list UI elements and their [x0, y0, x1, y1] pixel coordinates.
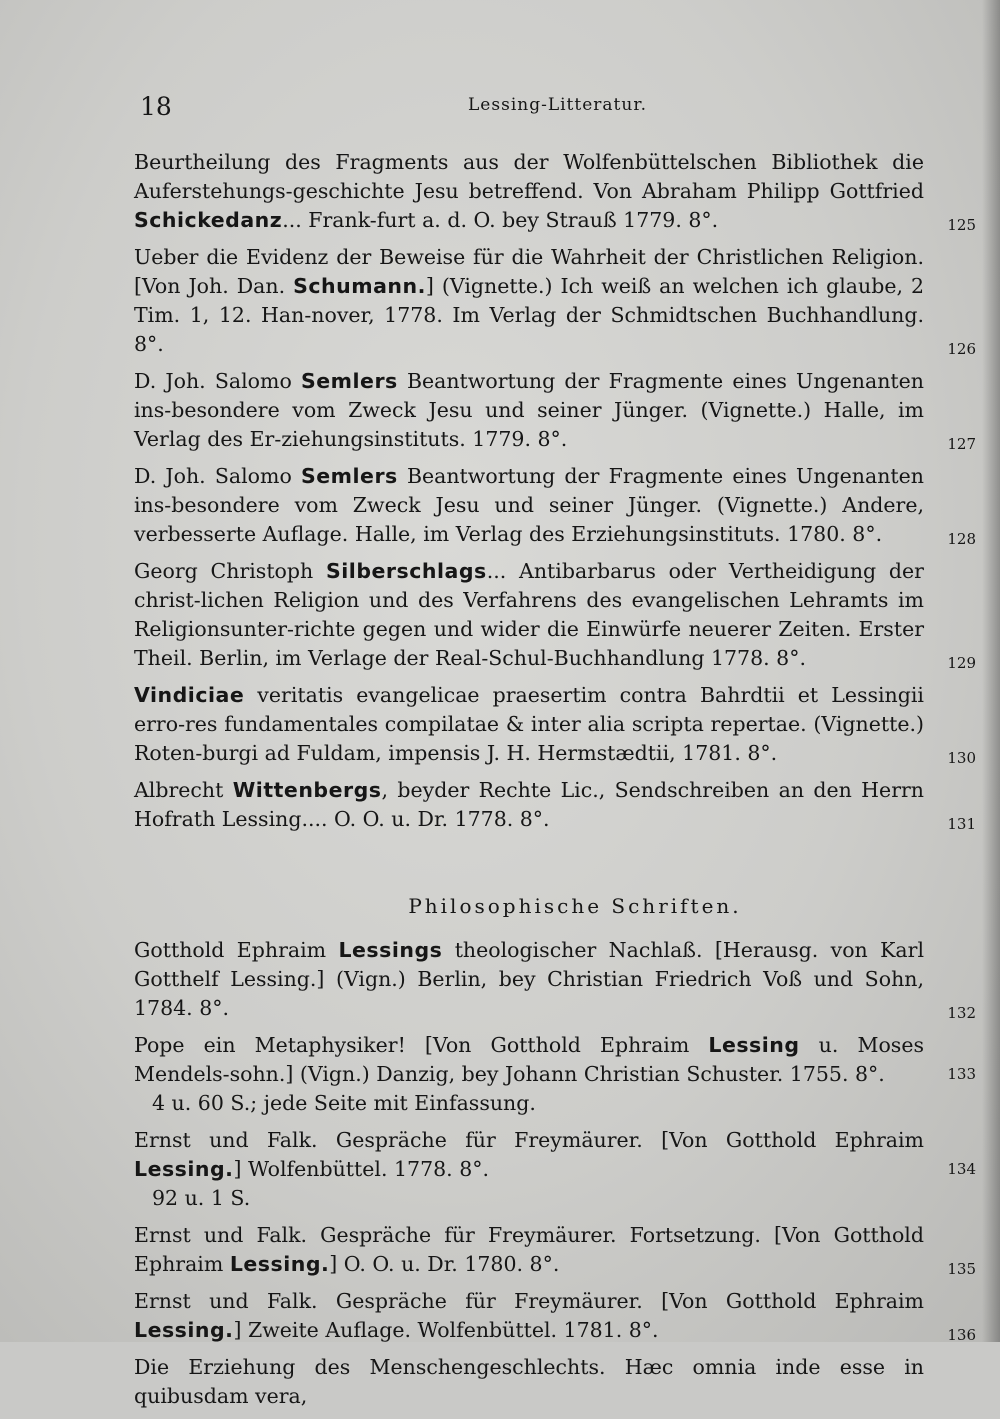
- entry-text-post: ] Zweite Auflage. Wolfenbüttel. 1781. 8°.: [233, 1318, 659, 1342]
- author-name: Semlers: [300, 369, 398, 393]
- entry-text-pre: Ueber die Evidenz der Beweise für die Wahrheit der Christlichen Religion. [Von Joh. Dan.: [134, 245, 924, 298]
- entry-number: 132: [947, 1004, 976, 1022]
- entry-number: 126: [947, 340, 976, 358]
- bibliography-entry: [134, 367, 976, 454]
- author-name: Vindiciae: [134, 683, 245, 707]
- author-name: Lessing: [708, 1033, 800, 1057]
- entry-text-post: ... Frank-furt a. d. O. bey Strauß 1779. 8°.: [282, 208, 719, 232]
- author-name: Lessing.: [134, 1157, 234, 1181]
- entry-text: [134, 243, 976, 359]
- entry-number: 128: [947, 530, 976, 548]
- entry-text-pre: Georg Christoph: [134, 559, 327, 583]
- entry-text-post: theologischer Nachlaß. [Herausg. von Karl Gotthelf Lessing.] (Vign.) Berlin, bey Christian Friedrich Voß und Sohn, 1784. 8°.: [134, 938, 924, 1020]
- entry-note: 4 u. 60 S.; jede Seite mit Einfassung.: [152, 1091, 536, 1115]
- entry-text-post: u. Moses Mendels-sohn.] (Vign.) Danzig, bey Johann Christian Schuster. 1755. 8°.: [134, 1033, 924, 1086]
- entry-text-pre: Pope ein Metaphysiker! [Von Gotthold Ephraim: [134, 1033, 709, 1057]
- entry-text-pre: Albrecht: [134, 778, 233, 802]
- author-name: Semlers: [300, 464, 398, 488]
- bibliography-entry: [134, 1287, 976, 1345]
- entry-text: [134, 1287, 976, 1345]
- bibliography-entry: [134, 776, 976, 834]
- entry-text-post: ] Wolfenbüttel. 1778. 8°.: [233, 1157, 490, 1181]
- section-heading: Philosophische Schriften.: [408, 894, 742, 918]
- bibliography-entry: [134, 243, 976, 359]
- entry-number: 135: [947, 1260, 976, 1278]
- entry-number: 129: [947, 654, 976, 672]
- entry-text: [134, 1221, 976, 1279]
- bibliography-entry: [134, 148, 976, 235]
- bibliography-entry: [134, 1221, 976, 1279]
- entry-number: 131: [947, 815, 976, 833]
- bibliography-entry: [134, 462, 976, 549]
- entry-text: [134, 1126, 976, 1184]
- author-name: Silberschlags: [326, 559, 487, 583]
- bibliography-entry: [134, 1353, 976, 1411]
- entry-text-pre: Gotthold Ephraim: [134, 938, 339, 962]
- entry-text: [134, 462, 976, 549]
- entry-text: [134, 936, 976, 1023]
- author-name: Lessing.: [134, 1318, 234, 1342]
- entry-text-post: ... Antibarbarus oder Vertheidigung der christ-lichen Religion und des Verfahrens des evangelischen Lehramts im Religionsunter-richte gegen und wider die Einwürfe neuerer Zeiten. Erster Theil. Berlin, im Verlage der Real-Schul-Buchhandlung 1778. 8°.: [134, 559, 924, 670]
- running-title: Lessing-Litteratur.: [468, 95, 647, 115]
- bibliography-entry: [134, 557, 976, 673]
- page-edge-shadow: [982, 0, 1000, 1342]
- entry-number: 127: [947, 435, 976, 453]
- entry-text-pre: Die Erziehung des Menschengeschlechts. Hæc omnia inde esse in quibusdam vera,: [134, 1355, 924, 1408]
- bibliography-entry: [134, 936, 976, 1023]
- entry-text-pre: Beurtheilung des Fragments aus der Wolfenbüttelschen Bibliothek die Auferstehungs-geschichte Jesu betreffend. Von Abraham Philipp Gottfried: [134, 150, 924, 203]
- entry-text-post: ] (Vignette.) Ich weiß an welchen ich glaube, 2 Tim. 1, 12. Han-nover, 1778. Im Verlag der Schmidtschen Buchhandlung. 8°.: [134, 274, 925, 356]
- author-name: Lessing.: [229, 1252, 330, 1276]
- entry-text: [134, 148, 976, 235]
- author-name: Schumann.: [293, 274, 426, 298]
- page-number: 18: [140, 92, 172, 121]
- bibliography-entry: [134, 1126, 976, 1213]
- page-header: [140, 92, 975, 126]
- entry-text: [134, 367, 976, 454]
- entry-text: [134, 557, 976, 673]
- entry-text: [134, 776, 976, 834]
- entry-list-theological: [134, 148, 976, 834]
- entry-text: [134, 1353, 976, 1411]
- entry-text-pre: Ernst und Falk. Gespräche für Freymäurer. [Von Gotthold Ephraim: [134, 1289, 924, 1313]
- bibliography-entry: [134, 1031, 976, 1118]
- entry-text-post: ] O. O. u. Dr. 1780. 8°.: [329, 1252, 560, 1276]
- entry-text-pre: Ernst und Falk. Gespräche für Freymäurer. [Von Gotthold Ephraim: [134, 1128, 924, 1152]
- entry-number: 133: [947, 1065, 976, 1083]
- entry-text-post: Beantwortung der Fragmente eines Ungenanten ins-besondere vom Zweck Jesu und seiner Jünger. (Vignette.) Halle, im Verlag des Er-ziehungsinstituts. 1779. 8°.: [134, 369, 924, 451]
- entry-note: 92 u. 1 S.: [152, 1186, 251, 1210]
- entry-text-pre: D. Joh. Salomo: [134, 369, 301, 393]
- entry-number: 134: [947, 1160, 976, 1178]
- bibliography-content: [134, 148, 976, 1419]
- entry-text-post: , beyder Rechte Lic., Sendschreiben an den Herrn Hofrath Lessing.... O. O. u. Dr. 1778. 8°.: [134, 778, 924, 831]
- entry-text-pre: D. Joh. Salomo: [134, 464, 301, 488]
- entry-text-post: Beantwortung der Fragmente eines Ungenanten ins-besondere vom Zweck Jesu und seiner Jünger. (Vignette.) Andere, verbesserte Auflage. Halle, im Verlag des Erziehungsinstituts. 1780. 8°.: [134, 464, 924, 546]
- author-name: Wittenbergs: [232, 778, 382, 802]
- bibliography-entry: [134, 681, 976, 768]
- entry-text-pre: Ernst und Falk. Gespräche für Freymäurer. Fortsetzung. [Von Gotthold Ephraim: [134, 1223, 924, 1276]
- entry-text-post: veritatis evangelicae praesertim contra Bahrdtii et Lessingii erro-res fundamentales compilatae & inter alia scripta repertae. (Vignette.) Roten-burgi ad Fuldam, impensis J. H. Hermstædtii, 1781. 8°.: [134, 683, 924, 765]
- entry-text: [134, 1031, 976, 1089]
- entry-list-philosophical: [134, 936, 976, 1411]
- entry-number: 130: [947, 749, 976, 767]
- entry-number: 125: [947, 216, 976, 234]
- author-name: Lessings: [338, 938, 443, 962]
- author-name: Schickedanz: [134, 208, 283, 232]
- entry-text: [134, 681, 976, 768]
- entry-number: 136: [947, 1326, 976, 1344]
